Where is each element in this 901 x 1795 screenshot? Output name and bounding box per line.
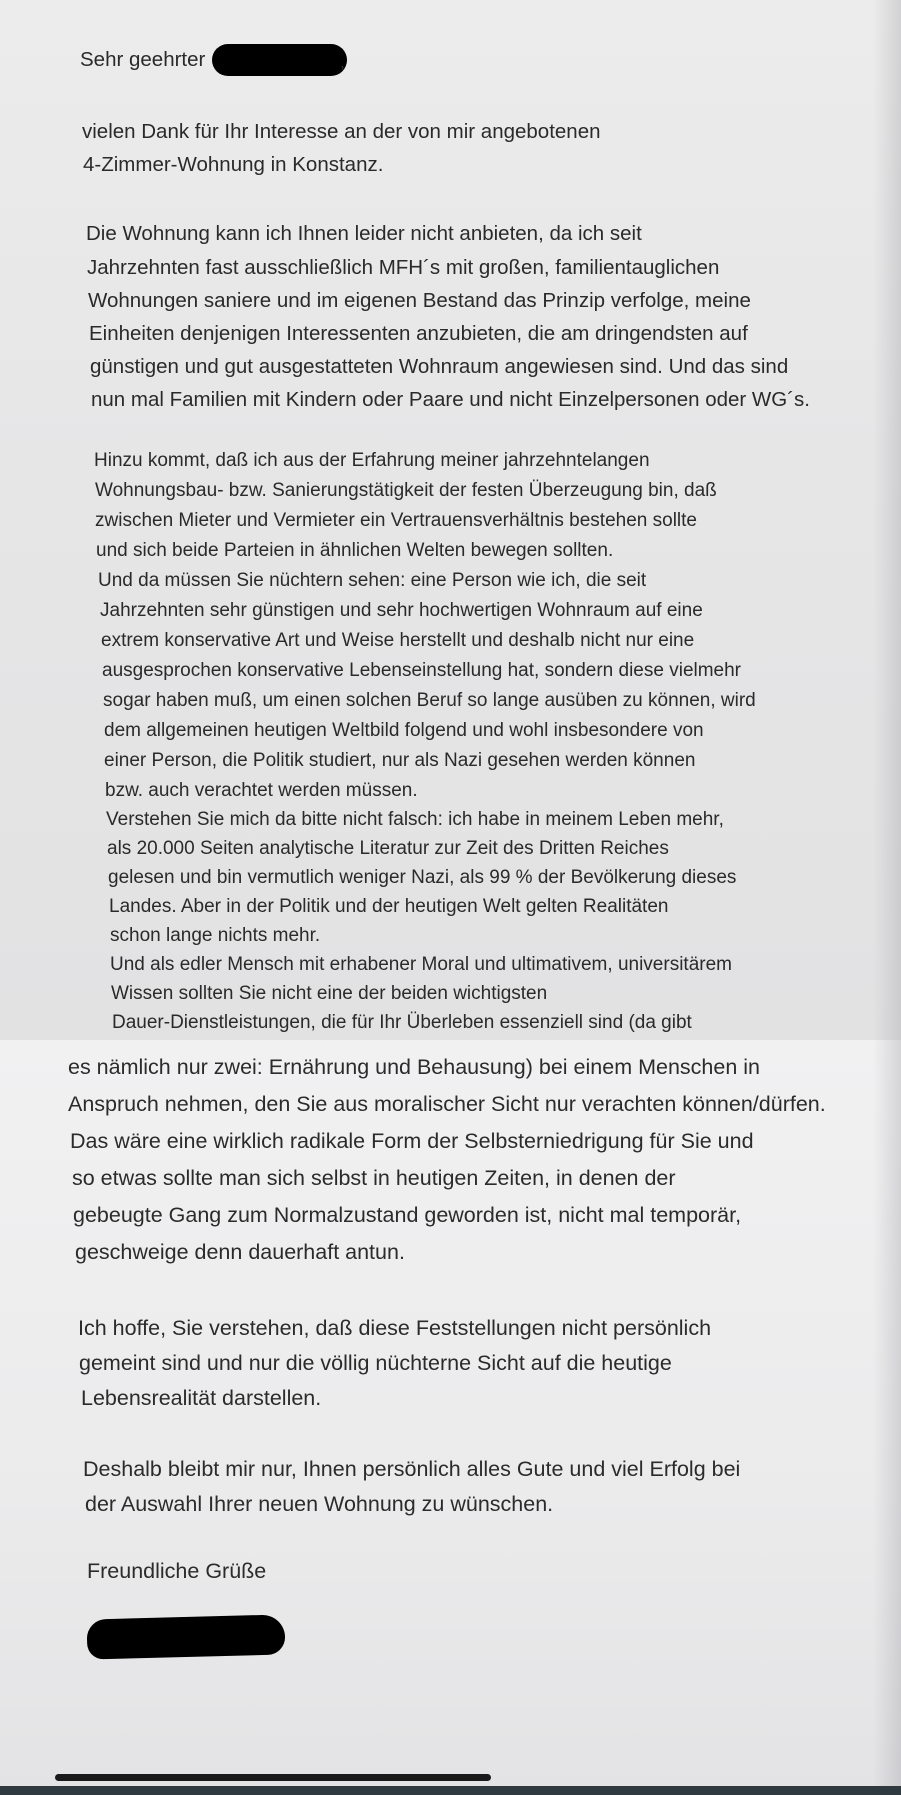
bottom-edge-strip bbox=[0, 1786, 901, 1795]
salutation: Sehr geehrter bbox=[80, 48, 206, 71]
paragraph-line: Jahrzehnten fast ausschließlich MFH´s mit großen, familientauglichen bbox=[87, 256, 720, 279]
paragraph-line: Die Wohnung kann ich Ihnen leider nicht anbieten, da ich seit bbox=[86, 222, 642, 245]
paragraph-line: Und da müssen Sie nüchtern sehen: eine Person wie ich, die seit bbox=[98, 570, 647, 591]
salutation-comma: , bbox=[340, 52, 346, 72]
edge-shadow bbox=[873, 0, 901, 1795]
paragraph-line: günstigen und gut ausgestatteten Wohnraum angewiesen sind. Und das sind bbox=[90, 355, 789, 378]
paragraph-line: ausgesprochen konservative Lebenseinstellung hat, sondern diese vielmehr bbox=[102, 660, 742, 681]
paragraph-line: Einheiten denjenigen Interessenten anzubieten, die am dringendsten auf bbox=[89, 322, 748, 345]
paragraph-line: Dauer-Dienstleistungen, die für Ihr Überleben essenziell sind (da gibt bbox=[112, 1012, 692, 1033]
paragraph-line: als 20.000 Seiten analytische Literatur zur Zeit des Dritten Reiches bbox=[107, 838, 669, 859]
redacted-recipient-name bbox=[212, 44, 347, 76]
redacted-signature bbox=[87, 1614, 286, 1659]
paragraph-line: gebeugte Gang zum Normalzustand geworden ist, nicht mal temporär, bbox=[73, 1203, 742, 1227]
paragraph-line: es nämlich nur zwei: Ernährung und Behausung) bei einem Menschen in bbox=[68, 1055, 760, 1079]
paragraph-line: Jahrzehnten sehr günstigen und sehr hochwertigen Wohnraum auf eine bbox=[100, 600, 703, 621]
paragraph-line: Wissen sollten Sie nicht eine der beiden wichtigsten bbox=[111, 983, 548, 1004]
paragraph-line: zwischen Mieter und Vermieter ein Vertrauensverhältnis bestehen sollte bbox=[95, 510, 697, 531]
paragraph-line: der Auswahl Ihrer neuen Wohnung zu wünschen. bbox=[85, 1492, 554, 1516]
paragraph-line: einer Person, die Politik studiert, nur als Nazi gesehen werden können bbox=[104, 750, 696, 771]
paragraph-line: Landes. Aber in der Politik und der heutigen Welt gelten Realitäten bbox=[109, 896, 669, 917]
paragraph-line: Wohnungsbau- bzw. Sanierungstätigkeit der festen Überzeugung bin, daß bbox=[95, 480, 717, 501]
paragraph-line: Anspruch nehmen, den Sie aus moralischer Sicht nur verachten können/dürfen. bbox=[68, 1092, 826, 1116]
home-indicator-bar[interactable] bbox=[55, 1774, 491, 1781]
paragraph-line: geschweige denn dauerhaft antun. bbox=[75, 1240, 405, 1264]
paragraph-line: Verstehen Sie mich da bitte nicht falsch: ich habe in meinem Leben mehr, bbox=[106, 809, 724, 830]
paragraph-line: sogar haben muß, um einen solchen Beruf so lange ausüben zu können, wird bbox=[103, 690, 756, 711]
paragraph-line: Deshalb bleibt mir nur, Ihnen persönlich alles Gute und viel Erfolg bei bbox=[83, 1457, 741, 1481]
paragraph-line: Wohnungen saniere und im eigenen Bestand das Prinzip verfolge, meine bbox=[88, 289, 751, 312]
paragraph-line: gelesen und bin vermutlich weniger Nazi, als 99 % der Bevölkerung dieses bbox=[108, 867, 737, 888]
paragraph-line: gemeint sind und nur die völlig nüchterne Sicht auf die heutige bbox=[79, 1351, 672, 1375]
paragraph-line: nun mal Familien mit Kindern oder Paare und nicht Einzelpersonen oder WG´s. bbox=[91, 388, 810, 411]
paragraph-line: Lebensrealität darstellen. bbox=[81, 1386, 322, 1410]
paragraph-line: Das wäre eine wirklich radikale Form der Selbsterniedrigung für Sie und bbox=[70, 1129, 754, 1153]
paragraph-line: dem allgemeinen heutigen Weltbild folgend und wohl insbesondere von bbox=[104, 720, 704, 741]
paragraph-line: schon lange nichts mehr. bbox=[110, 925, 321, 946]
paragraph-line: bzw. auch verachtet werden müssen. bbox=[105, 780, 418, 801]
paragraph-line: Ich hoffe, Sie verstehen, daß diese Feststellungen nicht persönlich bbox=[78, 1316, 712, 1340]
paragraph-line: so etwas sollte man sich selbst in heutigen Zeiten, in denen der bbox=[72, 1166, 676, 1190]
paragraph-line: Hinzu kommt, daß ich aus der Erfahrung meiner jahrzehntelangen bbox=[94, 450, 650, 471]
paragraph-line: vielen Dank für Ihr Interesse an der von mir angebotenen bbox=[82, 120, 601, 143]
paragraph-line: und sich beide Parteien in ähnlichen Welten bewegen sollten. bbox=[96, 540, 614, 561]
paragraph-line: Und als edler Mensch mit erhabener Moral und ultimativem, universitärem bbox=[110, 954, 732, 975]
closing: Freundliche Grüße bbox=[87, 1559, 267, 1583]
paragraph-line: 4-Zimmer-Wohnung in Konstanz. bbox=[83, 153, 384, 176]
paragraph-line: extrem konservative Art und Weise herstellt und deshalb nicht nur eine bbox=[101, 630, 695, 651]
